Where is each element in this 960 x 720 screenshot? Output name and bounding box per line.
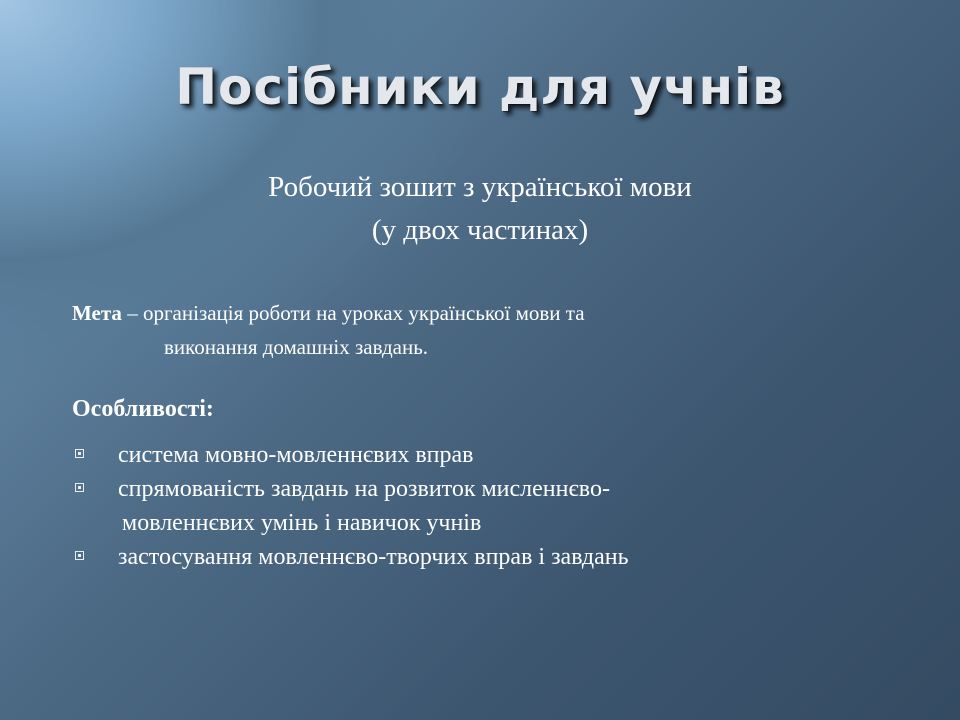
square-bullet-icon	[75, 551, 84, 560]
square-bullet-icon	[75, 449, 84, 458]
features-heading: Особливості:	[72, 396, 214, 422]
subtitle-line-2: (у двох частинах)	[371, 214, 589, 246]
goal-paragraph	[72, 296, 932, 364]
goal-text-line-2: виконання домашніх завдань.	[164, 335, 429, 359]
feature-item-text: застосування мовленнєво-творчих вправ і завдань	[118, 544, 629, 570]
feature-item-text: спрямованість завдань на розвиток мисленнєво-	[118, 476, 610, 502]
features-list	[72, 438, 932, 574]
feature-item-text-continued: мовленнєвих умінь і навичок учнів	[122, 510, 482, 536]
feature-item	[72, 472, 932, 540]
feature-item	[72, 540, 932, 574]
feature-item-text: система мовно-мовленнєвих вправ	[118, 442, 474, 468]
feature-item	[72, 438, 932, 472]
slide-title: Посібники для учнів	[175, 58, 785, 116]
goal-text-line-1: – організація роботи на уроках української мови та	[121, 301, 585, 325]
subtitle-line-1: Робочий зошит з української мови	[268, 171, 692, 203]
goal-label: Мета	[72, 301, 122, 325]
square-bullet-icon	[75, 483, 84, 492]
